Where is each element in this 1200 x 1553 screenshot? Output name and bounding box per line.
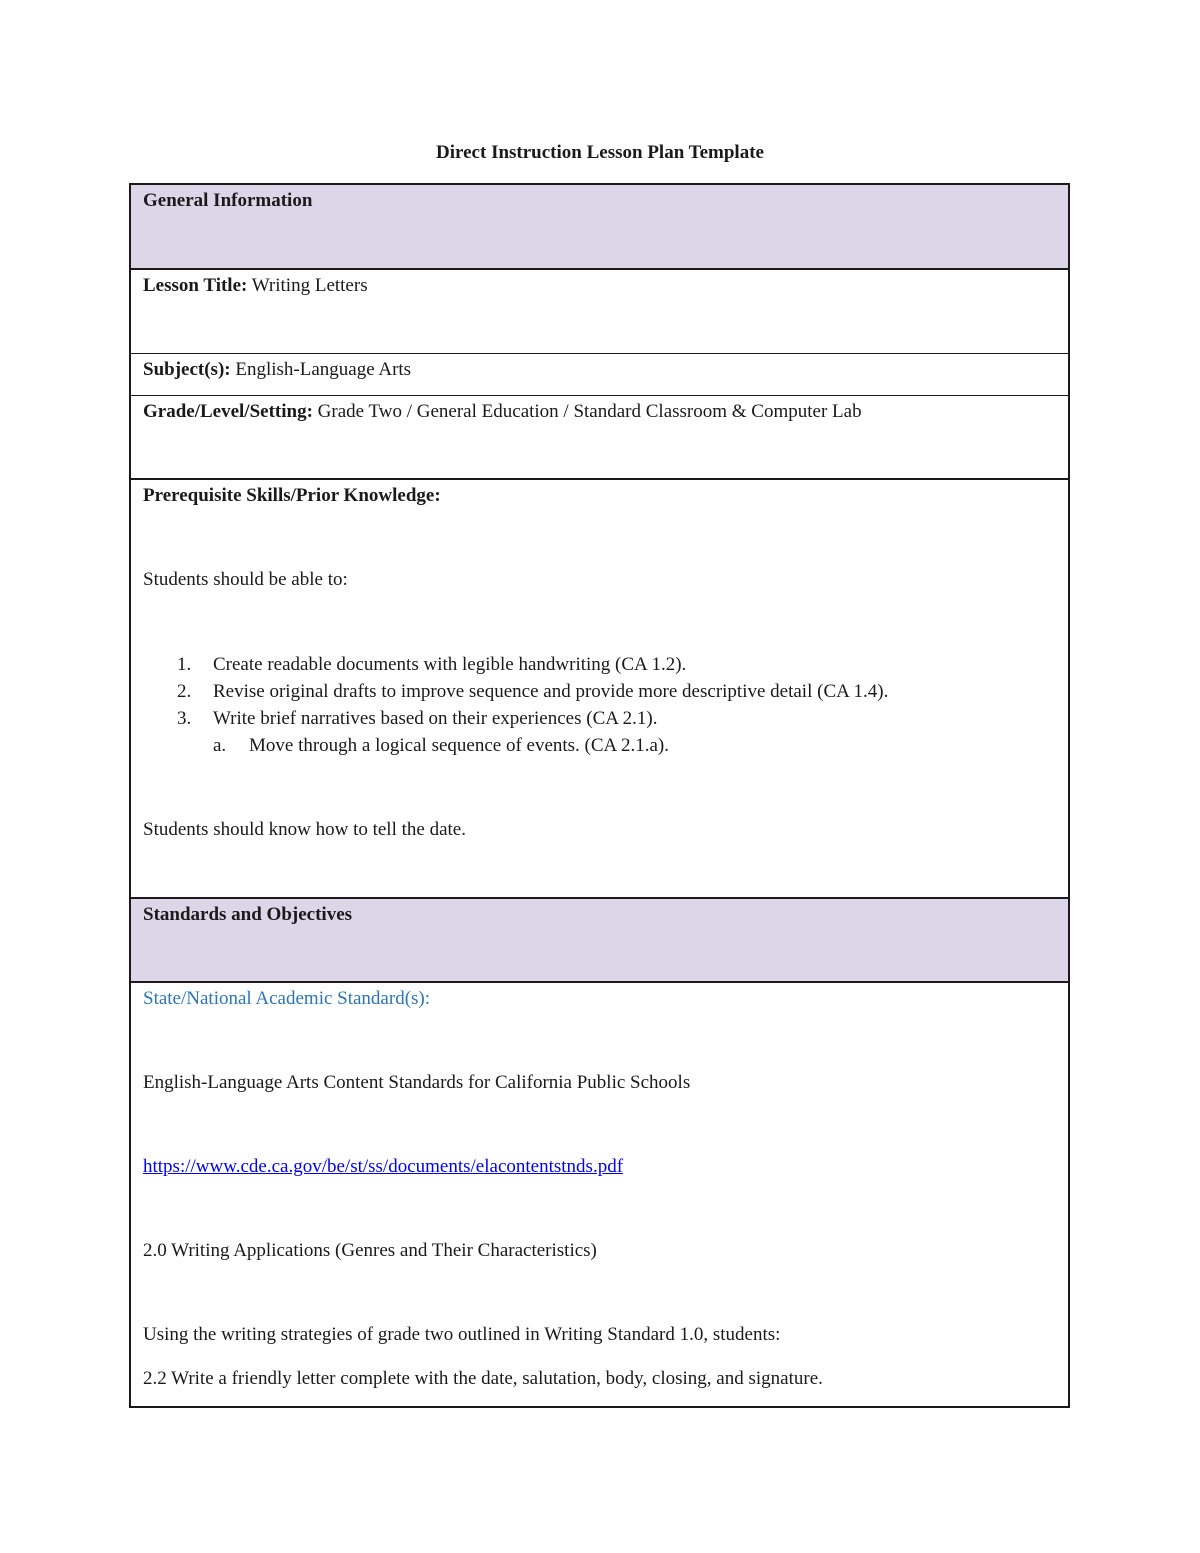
- prerequisite-heading: Prerequisite Skills/Prior Knowledge:: [143, 485, 441, 506]
- lesson-title-label: Lesson Title:: [143, 275, 248, 296]
- state-standards-row: [131, 983, 1068, 1406]
- list-item-text: Write brief narratives based on their experiences (CA 2.1).: [213, 708, 658, 729]
- list-item-text: Revise original drafts to improve sequence and provide more descriptive detail (CA 1.4).: [213, 681, 889, 702]
- standards-objectives-header: [131, 899, 1068, 983]
- state-standards-label: State/National Academic Standard(s):: [143, 988, 431, 1009]
- list-item: [143, 651, 1056, 678]
- list-number: 3.: [177, 708, 192, 729]
- list-item: [143, 678, 1056, 705]
- list-subitem: [143, 732, 1056, 759]
- list-item-text: Create readable documents with legible handwriting (CA 1.2).: [213, 654, 687, 675]
- prerequisite-skills-row: [131, 480, 1068, 899]
- standards-strategy: Using the writing strategies of grade two outlined in Writing Standard 1.0, students:: [143, 1324, 781, 1345]
- standards-section: 2.0 Writing Applications (Genres and Their Characteristics): [143, 1240, 597, 1261]
- grade-label: Grade/Level/Setting:: [143, 401, 313, 422]
- subject-value: English-Language Arts: [230, 359, 412, 380]
- list-subitem-text: Move through a logical sequence of events. (CA 2.1.a).: [249, 735, 669, 756]
- lesson-plan-table: [129, 183, 1070, 1408]
- list-number: 2.: [177, 681, 192, 702]
- list-item: [143, 705, 1056, 732]
- list-number: 1.: [177, 654, 192, 675]
- standards-link[interactable]: https://www.cde.ca.gov/be/st/ss/documents/elacontentstnds.pdf: [143, 1156, 624, 1177]
- grade-value: Grade Two / General Education / Standard Classroom & Computer Lab: [312, 401, 862, 422]
- grade-level-setting-row: [131, 396, 1068, 480]
- prerequisite-list: [143, 651, 1056, 759]
- lesson-title-row: [131, 270, 1068, 354]
- standards-source: English-Language Arts Content Standards for California Public Schools: [143, 1072, 691, 1093]
- prerequisite-closing: Students should know how to tell the date.: [143, 819, 466, 840]
- subject-label: Subject(s):: [143, 359, 231, 380]
- prerequisite-intro: Students should be able to:: [143, 569, 348, 590]
- document-title: Direct Instruction Lesson Plan Template: [436, 142, 764, 163]
- subject-row: [131, 354, 1068, 396]
- general-information-heading: General Information: [143, 190, 313, 211]
- lesson-title-value: Writing Letters: [247, 275, 368, 296]
- standard-2-2: 2.2 Write a friendly letter complete with the date, salutation, body, closing, and signature.: [143, 1368, 823, 1389]
- standards-heading: Standards and Objectives: [143, 904, 353, 925]
- general-information-header: [131, 185, 1068, 270]
- list-letter: a.: [213, 735, 227, 756]
